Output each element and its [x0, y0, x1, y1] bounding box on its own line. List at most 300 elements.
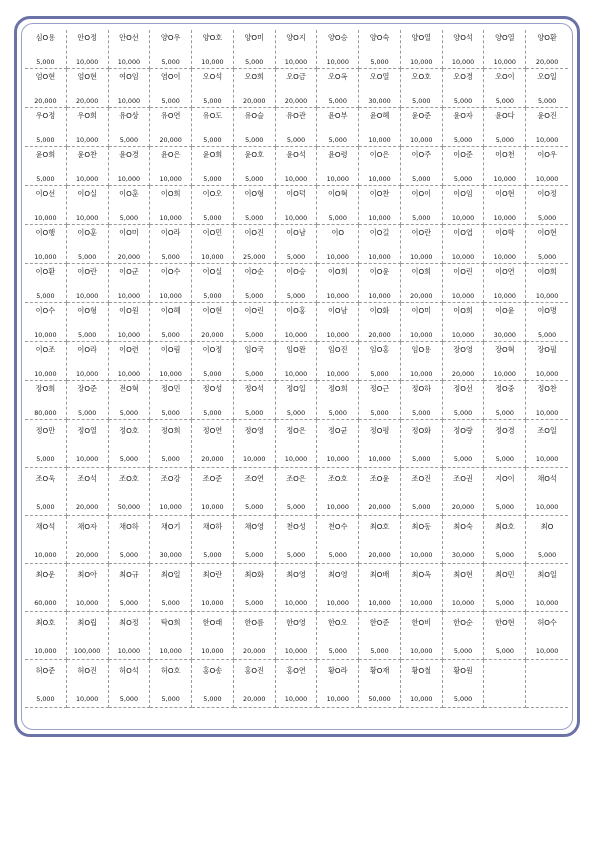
donation-amount: 5,000: [245, 551, 264, 559]
donor-name: 정O석: [244, 384, 264, 393]
donor-name: 윤O자: [453, 111, 473, 120]
donor-name: 오O석: [202, 72, 223, 81]
donation-amount: 10,000: [284, 331, 308, 339]
donor-name: 최O일: [537, 570, 557, 579]
donor-cell: [401, 303, 443, 342]
donor-name: 여O임: [119, 72, 139, 81]
donation-amount: 10,000: [34, 331, 57, 339]
donor-name: 이O우: [537, 150, 557, 159]
donation-amount: 10,000: [75, 695, 99, 703]
donor-cell: [526, 564, 568, 612]
donation-amount: 5,000: [495, 97, 514, 105]
donor-cell: [234, 660, 276, 708]
donor-cell: [192, 660, 234, 708]
donor-name: 조O욱: [35, 474, 56, 483]
donor-cell: [276, 30, 318, 69]
donor-name: 이O엽: [453, 228, 473, 237]
donation-amount: 10,000: [535, 292, 559, 300]
donor-name: 조O석: [77, 474, 97, 483]
donor-name: 이O희: [327, 267, 348, 276]
donor-cell: [484, 30, 526, 69]
donor-name: 황O원: [453, 666, 473, 675]
donation-amount: 10,000: [493, 292, 517, 300]
donor-cell: [317, 147, 359, 186]
donation-amount: 100,000: [73, 647, 101, 655]
donation-amount: 5,000: [495, 136, 514, 144]
donor-cell: [150, 660, 192, 708]
donor-cell: [317, 30, 359, 69]
donation-amount: 20,000: [34, 97, 57, 105]
donation-amount: 10,000: [117, 331, 141, 339]
donor-cell: [484, 108, 526, 147]
donor-cell: [317, 381, 359, 420]
donor-name: 조O호: [119, 474, 139, 483]
donation-amount: 10,000: [34, 214, 57, 222]
donation-amount: 5,000: [453, 97, 473, 105]
donation-amount: 5,000: [370, 370, 389, 378]
donation-amount: 10,000: [201, 503, 224, 511]
donor-name: 윤O혜: [369, 111, 390, 120]
donor-name: 윤O준: [411, 111, 432, 120]
donation-amount: 10,000: [326, 370, 349, 378]
donation-amount: 5,000: [203, 214, 222, 222]
donor-name: 임O홍: [369, 345, 390, 354]
donor-cell: [359, 225, 401, 264]
donation-amount: 5,000: [328, 136, 347, 144]
donor-cell: [359, 264, 401, 303]
donor-name: 조O강: [160, 474, 181, 483]
donor-name: 채O하: [202, 522, 223, 531]
donor-name: 조O준: [202, 474, 223, 483]
donor-cell: [109, 516, 151, 564]
donor-name: 이O길: [369, 228, 390, 237]
donation-amount: 5,000: [453, 175, 473, 183]
donor-name: 최O옥: [411, 570, 432, 579]
donor-name: 지O이: [495, 474, 515, 483]
donor-name: 최O호: [495, 522, 515, 531]
donation-amount: 10,000: [243, 455, 266, 463]
donation-amount: 5,000: [495, 647, 514, 655]
donor-name: 양O석: [453, 33, 473, 42]
donation-amount: 20,000: [159, 136, 182, 144]
donor-cell: [234, 564, 276, 612]
donor-cell: [276, 108, 318, 147]
donor-cell: [234, 303, 276, 342]
donor-cell: [150, 420, 192, 468]
donor-cell: [401, 264, 443, 303]
donor-cell: [401, 147, 443, 186]
donation-amount: 20,000: [535, 58, 559, 66]
donor-cell: [443, 108, 485, 147]
donor-name: 이O행: [35, 228, 56, 237]
donor-name: 이O혁: [327, 189, 348, 198]
donation-amount: 20,000: [368, 503, 391, 511]
donor-cell: [192, 612, 234, 660]
donor-cell: [359, 186, 401, 225]
donor-cell: [67, 108, 109, 147]
donor-name: 유O도: [202, 111, 223, 120]
donor-cell: [192, 303, 234, 342]
donation-amount: 5,000: [119, 551, 139, 559]
donation-amount: 20,000: [75, 97, 99, 105]
donor-name: 이O미: [119, 228, 139, 237]
donor-name: 한O래: [202, 618, 223, 627]
donation-amount: 10,000: [159, 370, 182, 378]
donor-name: 윤O다: [495, 111, 515, 120]
donor-name: 이O란: [77, 267, 97, 276]
donor-name: 채O자: [77, 522, 97, 531]
donation-amount: 5,000: [203, 370, 222, 378]
donor-cell: [317, 225, 359, 264]
donor-name: 허O호: [160, 666, 181, 675]
donation-amount: 5,000: [119, 455, 139, 463]
donation-amount: 10,000: [410, 551, 433, 559]
donor-cell: [192, 420, 234, 468]
donation-amount: 10,000: [34, 647, 57, 655]
donor-name: 조O연: [244, 474, 264, 483]
donor-name: 조O호: [327, 474, 348, 483]
donor-cell: [67, 225, 109, 264]
donor-cell: [109, 108, 151, 147]
donation-amount: 5,000: [370, 58, 389, 66]
donor-name: 양O숙: [369, 33, 390, 42]
donation-amount: 5,000: [412, 455, 431, 463]
donor-name: 정O하: [411, 384, 432, 393]
donor-name: 정O호: [119, 426, 139, 435]
donation-amount: 20,000: [201, 331, 224, 339]
donor-cell: [401, 420, 443, 468]
donor-cell: [401, 381, 443, 420]
donor-name: 황O재: [369, 666, 390, 675]
donor-name: 이O수: [35, 306, 56, 315]
donor-cell: [484, 264, 526, 303]
donor-cell: [150, 69, 192, 108]
donor-name: 이O연: [495, 267, 515, 276]
donor-cell: [192, 69, 234, 108]
donor-cell: [443, 468, 485, 516]
donor-name: 염O이: [160, 72, 181, 81]
donor-cell: [359, 516, 401, 564]
empty-cell: [484, 660, 526, 708]
donation-amount: 20,000: [201, 455, 224, 463]
donor-name: 안O선: [119, 33, 139, 42]
donation-amount: 5,000: [495, 409, 514, 417]
donor-cell: [526, 468, 568, 516]
donor-name: 정O랑: [453, 426, 473, 435]
donor-cell: [359, 342, 401, 381]
donor-name: 이O정: [537, 189, 557, 198]
donor-name: 한O비: [411, 618, 432, 627]
donor-name: 우O정: [35, 111, 56, 120]
donation-amount: 10,000: [410, 331, 433, 339]
donor-name: 이O수: [160, 267, 181, 276]
donation-amount: 5,000: [286, 503, 306, 511]
donor-cell: [234, 381, 276, 420]
donation-amount: 20,000: [75, 551, 99, 559]
donation-amount: 10,000: [75, 292, 99, 300]
donation-amount: 5,000: [78, 409, 97, 417]
donation-amount: 5,000: [119, 214, 139, 222]
donor-cell: [192, 186, 234, 225]
donation-amount: 10,000: [34, 370, 57, 378]
donor-cell: [25, 303, 67, 342]
donor-name: 양O우: [160, 33, 181, 42]
donation-amount: 5,000: [412, 175, 431, 183]
donor-cell: [25, 342, 67, 381]
donor-name: 이O실: [77, 189, 97, 198]
donor-cell: [359, 30, 401, 69]
donation-amount: 10,000: [410, 58, 433, 66]
donor-name: 최O규: [119, 570, 139, 579]
donor-cell: [234, 468, 276, 516]
donor-name: 전O혁: [119, 384, 139, 393]
donation-amount: 10,000: [75, 136, 99, 144]
donor-cell: [484, 516, 526, 564]
donor-name: 오O호: [411, 72, 432, 81]
donation-amount: 20,000: [243, 695, 266, 703]
donor-name: 유O상: [119, 111, 139, 120]
donor-cell: [109, 69, 151, 108]
donor-cell: [401, 342, 443, 381]
donor-cell: [150, 108, 192, 147]
donation-amount: 5,000: [328, 214, 347, 222]
donor-name: 정O은: [286, 426, 306, 435]
donor-name: 장O혁: [495, 345, 515, 354]
donor-cell: [526, 612, 568, 660]
donor-name: 정O화: [411, 426, 432, 435]
donor-name: 이O순: [244, 267, 264, 276]
donor-cell: [443, 564, 485, 612]
donation-amount: 10,000: [326, 503, 349, 511]
donation-amount: 10,000: [34, 253, 57, 261]
donation-amount: 10,000: [284, 695, 308, 703]
donation-amount: 5,000: [119, 695, 139, 703]
donor-name: 이O희: [411, 267, 432, 276]
donor-cell: [443, 660, 485, 708]
donation-amount: 10,000: [117, 292, 141, 300]
donor-cell: [150, 564, 192, 612]
donation-amount: 10,000: [535, 503, 559, 511]
donor-name: 이O덕: [286, 189, 306, 198]
donation-amount: 10,000: [326, 599, 349, 607]
donation-amount: 10,000: [117, 647, 141, 655]
donor-cell: [317, 303, 359, 342]
donation-amount: 5,000: [36, 136, 55, 144]
donor-cell: [109, 225, 151, 264]
donor-cell: [484, 381, 526, 420]
donor-cell: [276, 342, 318, 381]
donor-cell: [276, 186, 318, 225]
donor-name: 이O진: [244, 228, 264, 237]
donation-amount: 10,000: [535, 599, 559, 607]
donor-cell: [150, 612, 192, 660]
donor-cell: [526, 108, 568, 147]
donation-amount: 10,000: [368, 455, 391, 463]
donation-amount: 10,000: [284, 214, 308, 222]
donor-cell: [276, 69, 318, 108]
donor-name: 임O진: [327, 345, 348, 354]
donation-amount: 10,000: [535, 136, 559, 144]
donor-cell: [67, 342, 109, 381]
donation-amount: 10,000: [201, 58, 224, 66]
donor-cell: [150, 30, 192, 69]
donor-cell: [401, 564, 443, 612]
donor-name: 엄O현: [77, 72, 97, 81]
donor-name: 한O영: [286, 618, 306, 627]
donor-cell: [401, 69, 443, 108]
donor-cell: [234, 342, 276, 381]
donor-cell: [67, 420, 109, 468]
donor-name: 조O은: [286, 474, 306, 483]
donor-cell: [150, 342, 192, 381]
donor-cell: [67, 468, 109, 516]
donor-name: 정O민: [160, 384, 181, 393]
donation-amount: 5,000: [453, 409, 473, 417]
empty-cell: [526, 660, 568, 708]
donor-cell: [25, 420, 67, 468]
donor-cell: [234, 147, 276, 186]
donation-amount: 10,000: [326, 253, 349, 261]
donor-name: 허O수: [537, 618, 557, 627]
donor-cell: [526, 225, 568, 264]
donation-amount: 10,000: [410, 370, 433, 378]
donation-amount: 5,000: [537, 97, 557, 105]
donation-amount: 5,000: [412, 214, 431, 222]
donation-amount: 20,000: [243, 97, 266, 105]
donor-name: 최O숙: [453, 522, 473, 531]
donation-amount: 10,000: [34, 551, 57, 559]
donation-amount: 20,000: [284, 97, 308, 105]
donor-cell: [484, 468, 526, 516]
donor-cell: [234, 264, 276, 303]
donor-name: 이O형: [77, 306, 97, 315]
donor-name: 이O정: [202, 345, 223, 354]
donor-cell: [192, 516, 234, 564]
donor-name: 이O원: [119, 306, 139, 315]
donation-amount: 20,000: [243, 647, 266, 655]
donor-name: 윤O석: [286, 150, 306, 159]
donor-cell: [359, 612, 401, 660]
donation-amount: 10,000: [368, 292, 391, 300]
donation-amount: 5,000: [537, 551, 557, 559]
donation-amount: 5,000: [203, 97, 222, 105]
donor-cell: [526, 69, 568, 108]
donor-cell: [67, 516, 109, 564]
donor-cell: [234, 69, 276, 108]
donation-amount: 10,000: [75, 455, 99, 463]
donor-cell: [443, 516, 485, 564]
donation-amount: 30,000: [493, 331, 517, 339]
donation-amount: 5,000: [245, 331, 264, 339]
donor-name: 최O립: [77, 618, 97, 627]
donation-amount: 10,000: [75, 175, 99, 183]
donor-name: 정O근: [369, 384, 390, 393]
donor-name: 한O순: [453, 618, 473, 627]
donor-name: 최O현: [453, 570, 473, 579]
donor-cell: [192, 108, 234, 147]
donation-amount: 10,000: [201, 253, 224, 261]
donation-amount: 10,000: [410, 647, 433, 655]
donor-cell: [67, 147, 109, 186]
donor-cell: [25, 225, 67, 264]
donation-amount: 5,000: [286, 253, 306, 261]
donor-cell: [526, 147, 568, 186]
donor-cell: [401, 516, 443, 564]
donor-cell: [359, 420, 401, 468]
donation-amount: 10,000: [493, 370, 517, 378]
donor-name: 이O희: [160, 189, 181, 198]
donation-amount: 10,000: [159, 647, 182, 655]
donation-amount: 10,000: [451, 331, 475, 339]
donor-name: 채O하: [119, 522, 139, 531]
donation-amount: 5,000: [412, 409, 431, 417]
donor-cell: [317, 420, 359, 468]
donor-cell: [359, 303, 401, 342]
donor-cell: [526, 30, 568, 69]
donor-name: 채O기: [160, 522, 181, 531]
donor-cell: [526, 264, 568, 303]
donor-cell: [25, 612, 67, 660]
donation-amount: 5,000: [286, 292, 306, 300]
donation-amount: 5,000: [245, 599, 264, 607]
donor-name: 이O실: [202, 267, 223, 276]
donor-cell: [234, 108, 276, 147]
donation-amount: 5,000: [537, 331, 557, 339]
donor-name: 오O열: [369, 72, 390, 81]
donor-name: 이O화: [369, 306, 390, 315]
donor-name: 윤O찬: [77, 150, 97, 159]
donation-amount: 5,000: [495, 599, 514, 607]
donor-cell: [276, 612, 318, 660]
donor-cell: [401, 468, 443, 516]
donor-name: 심O용: [35, 33, 56, 42]
donation-amount: 10,000: [159, 292, 182, 300]
donation-amount: 10,000: [326, 331, 349, 339]
donor-cell: [192, 264, 234, 303]
donor-name: 양O열: [411, 33, 432, 42]
donation-amount: 5,000: [286, 136, 306, 144]
donation-amount: 10,000: [284, 455, 308, 463]
donation-amount: 10,000: [368, 175, 391, 183]
donation-amount: 5,000: [245, 292, 264, 300]
donor-cell: [443, 342, 485, 381]
donor-name: 윤O령: [327, 150, 348, 159]
donor-name: 윤O은: [160, 150, 181, 159]
donor-name: 유O관: [286, 111, 306, 120]
donation-amount: 10,000: [326, 175, 349, 183]
donor-name: 이O오: [202, 189, 223, 198]
donor-name: 허O석: [119, 666, 139, 675]
donation-amount: 5,000: [537, 253, 557, 261]
donor-cell: [443, 381, 485, 420]
donor-name: 최O영: [286, 570, 306, 579]
donor-name: 허O준: [35, 666, 56, 675]
donation-amount: 5,000: [370, 409, 389, 417]
donor-cell: [276, 564, 318, 612]
donation-amount: 10,000: [368, 214, 391, 222]
donor-cell: [359, 468, 401, 516]
donor-name: 한O현: [495, 618, 515, 627]
donation-amount: 10,000: [451, 253, 475, 261]
donor-cell: [67, 381, 109, 420]
donor-name: 홍O연: [286, 666, 306, 675]
donor-name: 정O균: [327, 426, 348, 435]
donor-cell: [443, 69, 485, 108]
donation-amount: 10,000: [284, 58, 308, 66]
donor-cell: [317, 612, 359, 660]
donor-name: 정O경: [495, 426, 515, 435]
donor-cell: [109, 660, 151, 708]
